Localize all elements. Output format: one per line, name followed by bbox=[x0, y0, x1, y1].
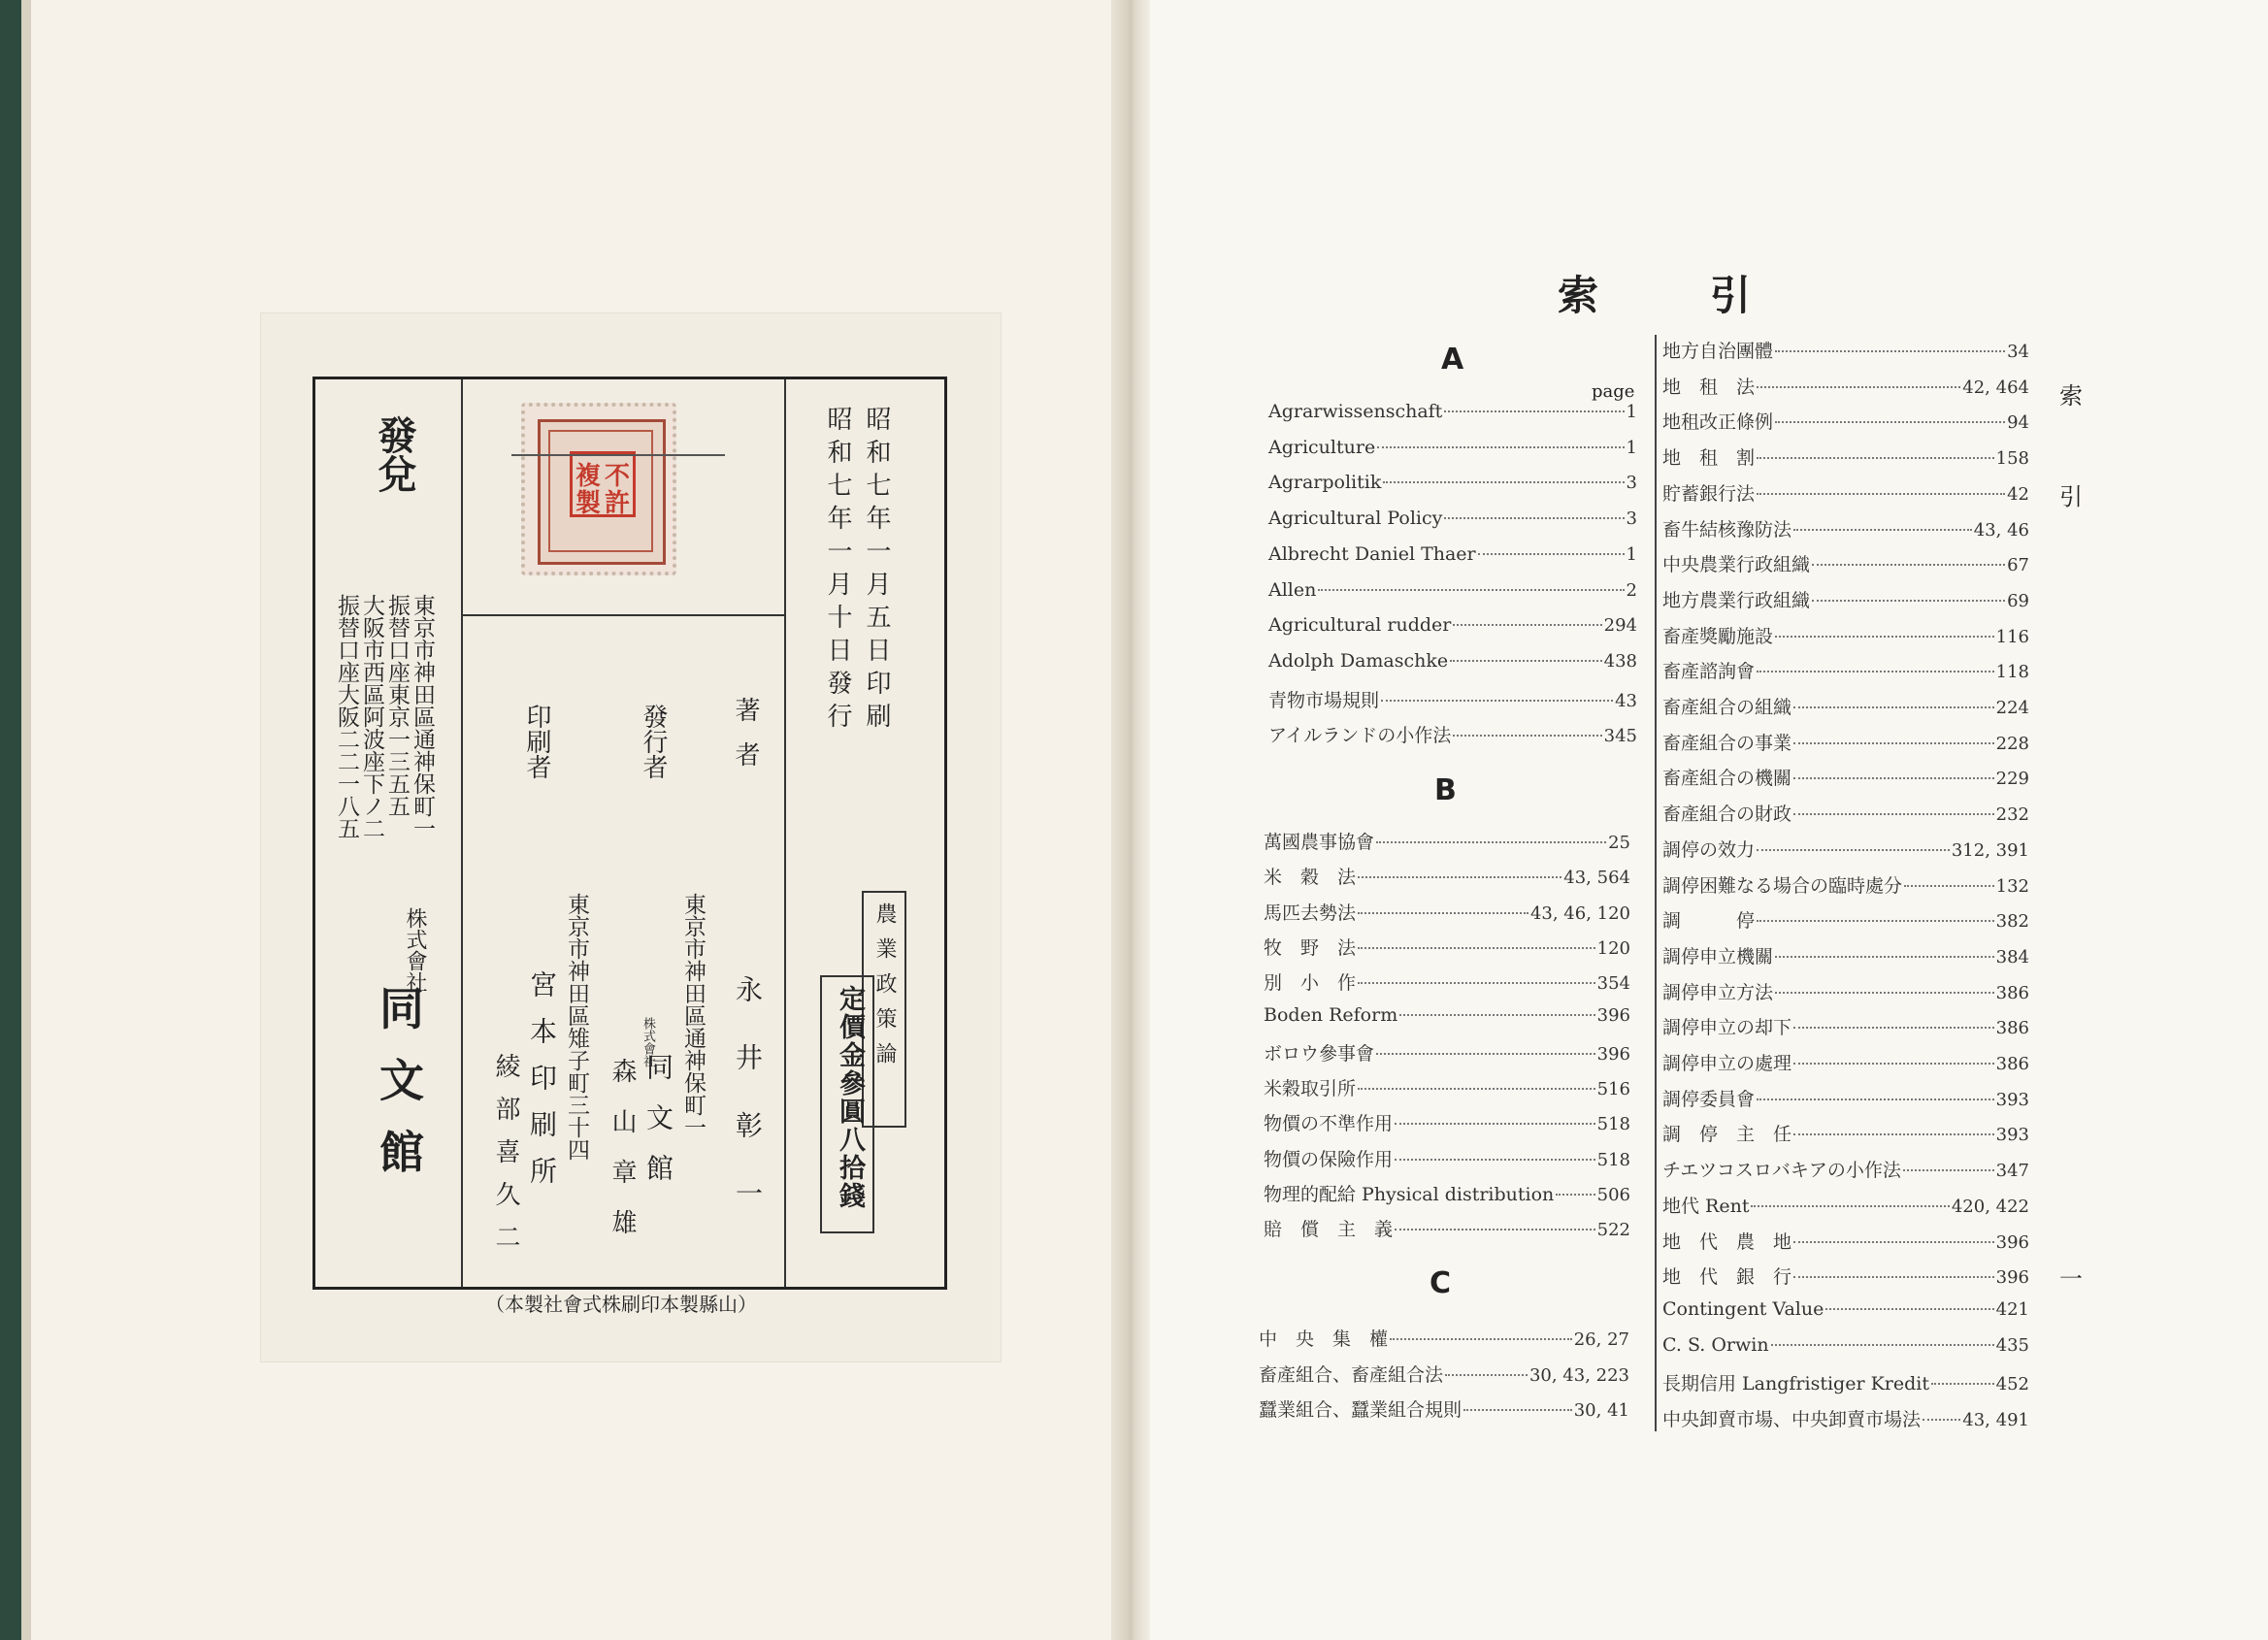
index-entry bbox=[1264, 863, 1630, 892]
index-entry bbox=[1264, 899, 1630, 928]
leader-dots bbox=[1757, 457, 1994, 459]
index-entry bbox=[1268, 437, 1637, 466]
divider bbox=[784, 379, 786, 1287]
index-page: 1 bbox=[1626, 402, 1637, 422]
index-entry bbox=[1662, 408, 2029, 437]
index-term: 地代 Rent bbox=[1662, 1195, 1750, 1217]
index-entry bbox=[1662, 1049, 2029, 1078]
index-term: 畜產諮詢會 bbox=[1662, 661, 1756, 683]
index-page: 26, 27 bbox=[1573, 1329, 1629, 1350]
index-entry bbox=[1264, 828, 1630, 857]
index-entry bbox=[1662, 1369, 2029, 1398]
revenue-stamp bbox=[521, 403, 676, 575]
index-page: 1 bbox=[1626, 543, 1637, 565]
index-page: 393 bbox=[1995, 1089, 2029, 1110]
index-term: 調停申立の處理 bbox=[1662, 1053, 1792, 1074]
leader-dots bbox=[1358, 1088, 1595, 1090]
leader-dots bbox=[1771, 1344, 1994, 1346]
index-page: 43, 564 bbox=[1563, 868, 1630, 889]
stamp-line bbox=[511, 454, 725, 456]
index-term: Contingent Value bbox=[1662, 1297, 1824, 1320]
index-entry bbox=[1662, 515, 2029, 544]
leader-dots bbox=[1395, 1159, 1595, 1161]
index-term: Allen bbox=[1268, 578, 1317, 601]
index-page: 386 bbox=[1995, 982, 2029, 1003]
index-page: 384 bbox=[1995, 946, 2029, 968]
index-page: 34 bbox=[2007, 342, 2029, 362]
leader-dots bbox=[1751, 1205, 1949, 1207]
index-page: 354 bbox=[1596, 973, 1630, 995]
book-gutter bbox=[1111, 0, 1150, 1640]
index-term: 調停申立方法 bbox=[1662, 981, 1774, 1003]
index-entry bbox=[1268, 508, 1637, 537]
index-entry bbox=[1662, 764, 2029, 793]
index-entry bbox=[1268, 721, 1637, 750]
index-entry bbox=[1264, 1109, 1630, 1138]
index-term: 賠 償 主 義 bbox=[1264, 1219, 1394, 1241]
divider bbox=[461, 379, 463, 1287]
publisher-label: 發兌 bbox=[372, 415, 417, 493]
index-term: Agriculture bbox=[1268, 436, 1376, 458]
index-term: 調 停 bbox=[1662, 910, 1756, 933]
leader-dots bbox=[1775, 350, 2005, 352]
index-page: 94 bbox=[2007, 412, 2029, 434]
index-page: 224 bbox=[1995, 698, 2029, 718]
leader-dots bbox=[1775, 992, 1994, 994]
index-term: 地 代 銀 行 bbox=[1662, 1266, 1792, 1289]
index-term: 別 小 作 bbox=[1264, 972, 1357, 995]
index-page: 345 bbox=[1603, 726, 1637, 747]
index-page: 25 bbox=[1608, 833, 1630, 853]
publisher-person-rep: 森山章雄 bbox=[608, 1058, 637, 1260]
index-page: 132 bbox=[1995, 875, 2029, 897]
leader-dots bbox=[1793, 1027, 1994, 1029]
leader-dots bbox=[1377, 446, 1624, 448]
index-entry bbox=[1662, 729, 2029, 758]
index-page: 43, 46, 120 bbox=[1529, 902, 1630, 924]
index-page: 116 bbox=[1995, 626, 2029, 647]
leader-dots bbox=[1358, 912, 1528, 914]
index-entry bbox=[1264, 1145, 1630, 1174]
leader-dots bbox=[1775, 421, 2005, 423]
index-entry bbox=[1662, 1334, 2029, 1363]
index-entry bbox=[1662, 1405, 2029, 1434]
leader-dots bbox=[1453, 624, 1601, 626]
publisher-name: 同文館 bbox=[373, 985, 425, 1200]
index-term: 萬國農事協會 bbox=[1264, 832, 1375, 853]
leader-dots bbox=[1556, 1194, 1594, 1196]
leader-dots bbox=[1376, 1053, 1595, 1055]
index-term: 物價の不準作用 bbox=[1264, 1113, 1394, 1135]
leader-dots bbox=[1793, 1063, 1994, 1065]
index-entry bbox=[1662, 871, 2029, 901]
index-term: ボロウ參事會 bbox=[1264, 1042, 1375, 1065]
index-page: 43, 46 bbox=[1973, 519, 2029, 541]
leader-dots bbox=[1376, 841, 1606, 843]
leader-dots bbox=[1923, 1419, 1960, 1421]
index-term: Agrarpolitik bbox=[1268, 472, 1382, 494]
index-page: 396 bbox=[1995, 1267, 2029, 1289]
index-entry bbox=[1662, 1192, 2029, 1221]
index-term: 青物市場規則 bbox=[1268, 689, 1380, 711]
leader-dots bbox=[1358, 947, 1595, 949]
index-page: 506 bbox=[1596, 1185, 1630, 1205]
index-page: 516 bbox=[1596, 1079, 1630, 1100]
page-edge bbox=[21, 0, 31, 1640]
leader-dots bbox=[1444, 410, 1624, 412]
leader-dots bbox=[1825, 1308, 1993, 1310]
leader-dots bbox=[1757, 1099, 1994, 1100]
index-entry bbox=[1259, 1395, 1629, 1425]
index-term: 畜產組合の財政 bbox=[1662, 804, 1792, 826]
leader-dots bbox=[1318, 589, 1624, 591]
leader-dots bbox=[1399, 1014, 1594, 1016]
index-entry bbox=[1662, 693, 2029, 722]
index-page: 43 bbox=[1615, 690, 1637, 711]
leader-dots bbox=[1793, 1133, 1994, 1135]
leader-dots bbox=[1793, 1241, 1994, 1243]
leader-dots bbox=[1757, 671, 1994, 672]
book-cover-edge bbox=[0, 0, 21, 1640]
leader-dots bbox=[1444, 517, 1624, 519]
index-entry bbox=[1264, 968, 1630, 998]
index-term: 調停の效力 bbox=[1662, 838, 1756, 861]
leader-dots bbox=[1478, 553, 1625, 555]
index-page: 386 bbox=[1995, 1018, 2029, 1039]
index-term: Agricultural rudder bbox=[1268, 614, 1452, 637]
index-entry bbox=[1268, 543, 1637, 573]
index-term: 畜產組合、畜產組合法 bbox=[1259, 1363, 1444, 1386]
leader-dots bbox=[1395, 1229, 1595, 1230]
index-page: 118 bbox=[1995, 662, 2029, 683]
index-entry bbox=[1268, 686, 1637, 715]
index-term: Albrecht Daniel Thaer bbox=[1268, 542, 1476, 565]
index-title-1: 索 bbox=[1558, 272, 1601, 319]
index-page: 30, 41 bbox=[1573, 1400, 1629, 1421]
index-entry bbox=[1662, 978, 2029, 1007]
index-term: 長期信用 Langfristiger Kredit bbox=[1662, 1373, 1929, 1395]
leader-dots bbox=[1757, 386, 1960, 388]
index-entry bbox=[1662, 836, 2029, 865]
index-entry bbox=[1662, 1228, 2029, 1257]
index-term: 畜產組合の事業 bbox=[1662, 732, 1792, 754]
index-term: アイルランドの小作法 bbox=[1268, 725, 1452, 747]
index-page: 393 bbox=[1995, 1125, 2029, 1146]
index-page: 2 bbox=[1626, 579, 1637, 601]
leader-dots bbox=[1904, 885, 1994, 887]
leader-dots bbox=[1775, 956, 1994, 958]
page-label: page bbox=[1592, 381, 1635, 402]
leader-dots bbox=[1445, 1374, 1528, 1376]
side-page-number: 一 bbox=[2059, 1265, 2083, 1293]
index-term: 牧 野 法 bbox=[1264, 936, 1357, 959]
index-term: 米 穀 法 bbox=[1264, 867, 1357, 889]
index-entry bbox=[1662, 373, 2029, 402]
publisher-address: 振替口座大阪二二一八五 bbox=[334, 594, 359, 839]
index-page: 347 bbox=[1995, 1161, 2029, 1182]
index-term: 地租改正條例 bbox=[1662, 411, 1774, 434]
index-page: 518 bbox=[1596, 1149, 1630, 1170]
leader-dots bbox=[1793, 706, 1994, 708]
index-term: 地 代 農 地 bbox=[1662, 1230, 1792, 1253]
index-page: 158 bbox=[1995, 448, 2029, 470]
printing-date: 昭和七年一月五日印刷 bbox=[862, 406, 891, 736]
index-entry bbox=[1662, 1120, 2029, 1149]
index-page: 43, 491 bbox=[1962, 1410, 2029, 1430]
side-index-char: 引 bbox=[2059, 483, 2083, 510]
index-entry bbox=[1662, 906, 2029, 935]
seal-text: 不 bbox=[605, 462, 631, 491]
publishing-date: 昭和七年一月十日發行 bbox=[823, 406, 852, 736]
printer-company: 宮本印刷所 bbox=[526, 970, 558, 1203]
index-entry bbox=[1662, 550, 2029, 579]
copyright-seal: 不 許 複 製 bbox=[570, 451, 636, 517]
index-term: 調 停 主 任 bbox=[1662, 1124, 1792, 1146]
index-page: 522 bbox=[1596, 1220, 1630, 1241]
divider bbox=[463, 614, 784, 616]
index-term: 物理的配給 Physical distribution bbox=[1264, 1184, 1555, 1205]
index-entry bbox=[1662, 1085, 2029, 1114]
index-page: 435 bbox=[1995, 1334, 2029, 1356]
index-page: 518 bbox=[1596, 1114, 1630, 1135]
publisher-corp: 株式會社 bbox=[403, 907, 427, 993]
index-term: 馬匹去勢法 bbox=[1264, 902, 1357, 924]
index-term: 物價の保險作用 bbox=[1264, 1148, 1394, 1170]
index-term: 調停申立の却下 bbox=[1662, 1017, 1792, 1039]
publisher-person-name: 同文館 bbox=[642, 1053, 674, 1204]
index-page: 3 bbox=[1626, 508, 1637, 530]
index-term: C. S. Orwin bbox=[1662, 1333, 1769, 1356]
leader-dots bbox=[1931, 1383, 1994, 1385]
leader-dots bbox=[1381, 700, 1613, 702]
index-page: 69 bbox=[2007, 590, 2029, 611]
index-entry bbox=[1268, 650, 1637, 679]
leader-dots bbox=[1450, 660, 1602, 662]
index-page: 386 bbox=[1995, 1054, 2029, 1074]
leader-dots bbox=[1903, 1169, 1994, 1171]
leader-dots bbox=[1775, 636, 1994, 638]
index-term: 調停申立機關 bbox=[1662, 945, 1774, 968]
index-page: 120 bbox=[1596, 937, 1630, 959]
leader-dots bbox=[1793, 529, 1972, 531]
index-term: Boden Reform bbox=[1264, 1003, 1398, 1026]
index-entry bbox=[1268, 401, 1637, 430]
leader-dots bbox=[1793, 777, 1994, 779]
index-page: 229 bbox=[1995, 769, 2029, 790]
index-term: 地方農業行政組織 bbox=[1662, 589, 1811, 611]
index-entry bbox=[1264, 1180, 1630, 1209]
index-entry bbox=[1259, 1325, 1629, 1354]
index-page: 382 bbox=[1995, 911, 2029, 933]
index-entry bbox=[1662, 1263, 2029, 1292]
publisher-address: 大阪市西區阿波座下ノ二 bbox=[359, 594, 384, 839]
index-term: 地方自治團體 bbox=[1662, 341, 1774, 362]
index-page: 42, 464 bbox=[1962, 377, 2029, 398]
publisher-person-address: 東京市神田區通神保町一 bbox=[680, 893, 706, 1138]
leader-dots bbox=[1358, 982, 1595, 984]
index-page: 30, 43, 223 bbox=[1528, 1364, 1629, 1386]
index-entry bbox=[1662, 479, 2029, 508]
leader-dots bbox=[1383, 481, 1624, 483]
index-entry bbox=[1662, 1013, 2029, 1042]
index-entry bbox=[1264, 934, 1630, 963]
index-entry bbox=[1662, 622, 2029, 651]
section-heading-b: B bbox=[1434, 773, 1457, 807]
index-entry bbox=[1662, 443, 2029, 473]
index-term: 米穀取引所 bbox=[1264, 1078, 1357, 1100]
section-heading-c: C bbox=[1430, 1266, 1452, 1300]
index-term: 地 租 割 bbox=[1662, 447, 1756, 470]
index-entry bbox=[1662, 586, 2029, 615]
index-term: 調停困難なる場合の臨時處分 bbox=[1662, 874, 1903, 897]
index-page: 420, 422 bbox=[1951, 1196, 2029, 1217]
index-entry bbox=[1268, 614, 1637, 643]
index-entry bbox=[1268, 579, 1637, 608]
index-term: Adolph Damaschke bbox=[1268, 649, 1449, 672]
index-entry bbox=[1264, 1215, 1630, 1244]
printer-address: 東京市神田區雉子町三十四 bbox=[564, 893, 589, 1161]
index-page: 438 bbox=[1603, 650, 1637, 672]
leader-dots bbox=[1812, 564, 2005, 566]
index-entry bbox=[1264, 1074, 1630, 1103]
index-term: 畜產組合の機關 bbox=[1662, 768, 1792, 790]
leader-dots bbox=[1757, 849, 1950, 851]
leader-dots bbox=[1793, 742, 1994, 744]
index-term: 中 央 集 權 bbox=[1259, 1328, 1389, 1350]
index-entry bbox=[1264, 1004, 1630, 1033]
binding-note: （本製社會式株刷印本製縣山） bbox=[485, 1293, 757, 1316]
index-page: 421 bbox=[1995, 1298, 2029, 1320]
column-divider bbox=[1655, 335, 1657, 1431]
index-entry bbox=[1662, 1298, 2029, 1328]
index-term: Agrarwissenschaft bbox=[1268, 401, 1443, 422]
index-page: 312, 391 bbox=[1951, 839, 2029, 861]
section-heading-a: A bbox=[1441, 343, 1464, 377]
index-term: チエツコスロバキアの小作法 bbox=[1662, 1160, 1901, 1182]
printer-label: 印刷者 bbox=[522, 704, 551, 779]
index-page: 396 bbox=[1995, 1231, 2029, 1253]
index-page: 396 bbox=[1596, 1043, 1630, 1065]
index-term: 貯蓄銀行法 bbox=[1662, 482, 1756, 505]
index-entry bbox=[1259, 1361, 1629, 1390]
index-page: 452 bbox=[1995, 1374, 2029, 1395]
leader-dots bbox=[1757, 493, 2005, 495]
index-entry bbox=[1662, 337, 2029, 366]
index-page: 1 bbox=[1626, 437, 1637, 458]
index-page: 42 bbox=[2007, 483, 2029, 505]
index-page: 294 bbox=[1603, 615, 1637, 637]
publisher-person-corp: 株式會社 bbox=[641, 1017, 655, 1067]
index-page: 232 bbox=[1995, 804, 2029, 826]
printer-person: 綾部喜久二 bbox=[491, 1053, 520, 1266]
index-page: 67 bbox=[2007, 555, 2029, 576]
side-index-char: 索 bbox=[2059, 382, 2083, 410]
index-entry bbox=[1268, 472, 1637, 501]
leader-dots bbox=[1793, 813, 1994, 815]
leader-dots bbox=[1358, 876, 1561, 878]
index-term: 中央農業行政組織 bbox=[1662, 554, 1811, 576]
leader-dots bbox=[1757, 920, 1994, 922]
leader-dots bbox=[1453, 735, 1601, 737]
price: 定價金參圓八拾錢 bbox=[835, 985, 865, 1210]
index-term: 地 租 法 bbox=[1662, 376, 1756, 398]
index-page: 3 bbox=[1626, 473, 1637, 494]
index-entry bbox=[1662, 800, 2029, 829]
index-term: 調停委員會 bbox=[1662, 1088, 1756, 1110]
index-page: 396 bbox=[1596, 1004, 1630, 1026]
index-term: 畜牛結核豫防法 bbox=[1662, 518, 1792, 541]
author-label: 著者 bbox=[731, 697, 760, 786]
index-term: 畜產獎勵施設 bbox=[1662, 625, 1774, 647]
book-title: 農業政策論 bbox=[872, 902, 897, 1077]
index-title-2: 引 bbox=[1710, 272, 1754, 319]
index-entry bbox=[1264, 1039, 1630, 1068]
index-term: Agricultural Policy bbox=[1268, 508, 1443, 530]
index-entry bbox=[1662, 657, 2029, 686]
index-entry bbox=[1662, 942, 2029, 971]
publisher-person-label: 發行者 bbox=[639, 704, 668, 779]
author-name: 永井彰一 bbox=[732, 975, 764, 1247]
leader-dots bbox=[1463, 1409, 1572, 1411]
index-term: 中央卸賣市場、中央卸賣市場法 bbox=[1662, 1409, 1922, 1430]
leader-dots bbox=[1812, 600, 2005, 602]
index-term: 畜產組合の組織 bbox=[1662, 697, 1792, 718]
index-page: 228 bbox=[1995, 733, 2029, 754]
leader-dots bbox=[1793, 1276, 1994, 1278]
index-entry bbox=[1662, 1156, 2029, 1185]
publisher-address: 東京市神田區通神保町一 bbox=[410, 594, 435, 839]
leader-dots bbox=[1390, 1338, 1572, 1340]
index-term: 蠶業組合、蠶業組合規則 bbox=[1259, 1399, 1463, 1421]
publisher-address: 振替口座東京一三五五 bbox=[384, 594, 410, 817]
leader-dots bbox=[1395, 1123, 1595, 1125]
